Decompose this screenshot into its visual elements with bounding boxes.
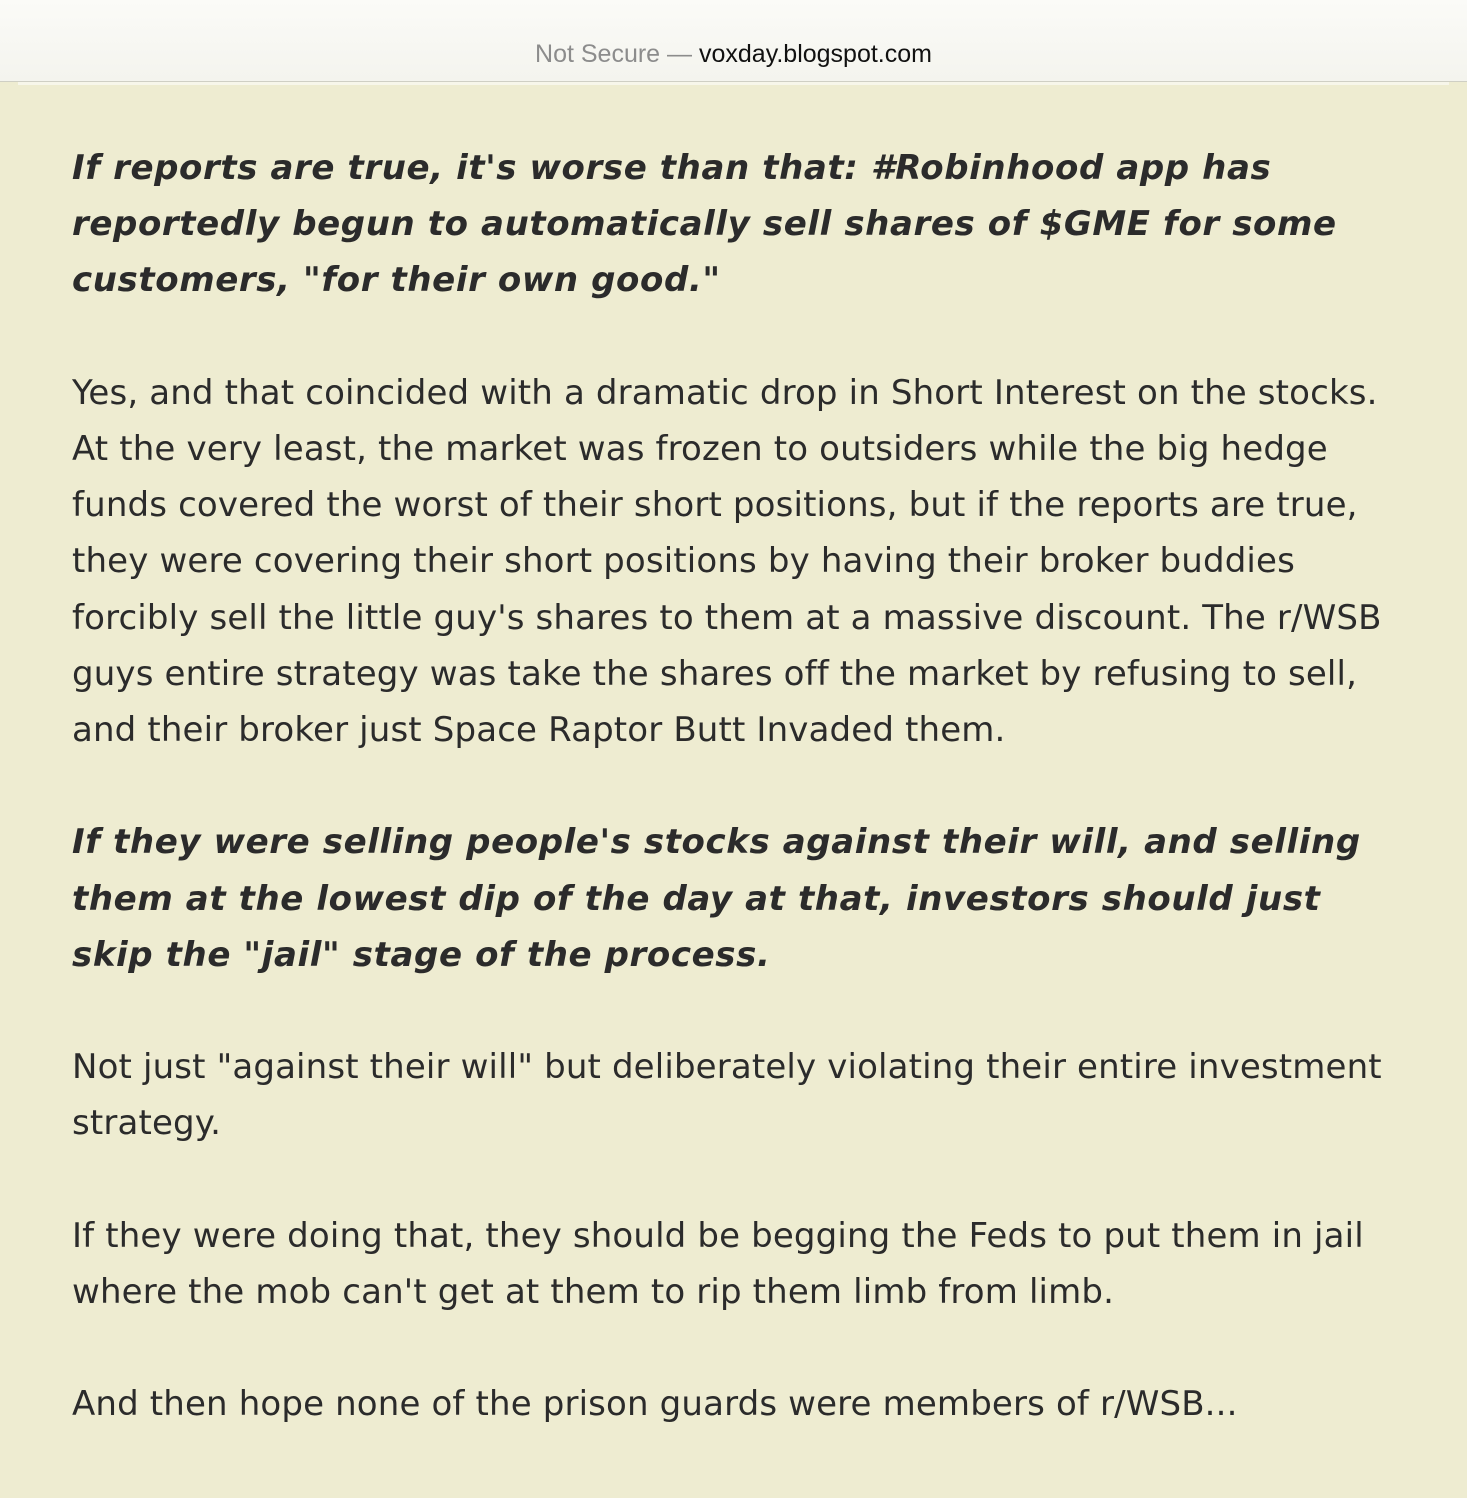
browser-address-bar[interactable] [0, 0, 1467, 82]
url-separator: — [660, 40, 699, 68]
body-paragraph: Not just "against their will" but deliberately violating their entire investment strategy. [72, 1047, 1382, 1144]
not-secure-label: Not Secure [535, 40, 661, 68]
quoted-paragraph: If reports are true, it's worse than that: #Robinhood app has reportedly begun to automatically sell shares of $GME for some customers, "for their own good." [72, 148, 1337, 301]
article-body [72, 140, 1402, 1489]
body-paragraph: If they were doing that, they should be begging the Feds to put them in jail where the mob can't get at them to rip them limb from limb. [72, 1215, 1364, 1312]
url-domain: voxday.blogspot.com [698, 40, 932, 68]
quoted-paragraph: If they were selling people's stocks against their will, and selling them at the lowest dip of the day at that, investors should just skip the "jail" stage of the process. [72, 822, 1361, 975]
url-display[interactable] [0, 38, 1467, 70]
toolbar-divider [18, 82, 1449, 85]
body-paragraph: Yes, and that coincided with a dramatic drop in Short Interest on the stocks. At the very least, the market was frozen to outsiders while the big hedge funds covered the worst of their short positions, but if the reports are true, they were covering their short positions by having their broker buddies forcibly sell the little guy's shares to them at a massive discount. The r/WSB guys entire strategy was take the shares off the market by refusing to sell, and their broker just Space Raptor Butt Invaded them. [72, 372, 1382, 751]
body-paragraph: And then hope none of the prison guards were members of r/WSB... [72, 1384, 1238, 1425]
